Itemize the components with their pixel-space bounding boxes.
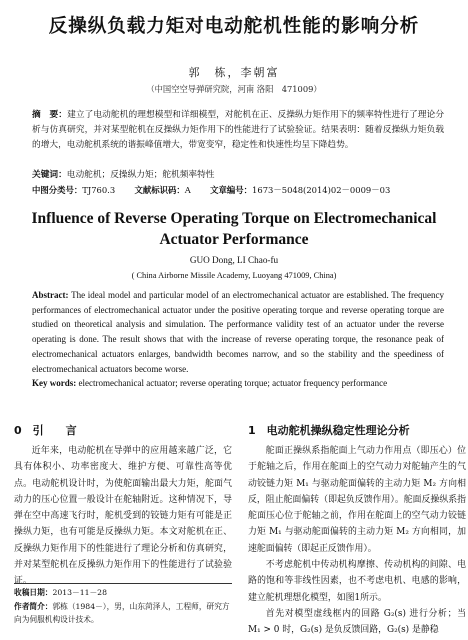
title-english-line1: Influence of Reverse Operating Torque on Electromechanical bbox=[31, 210, 437, 227]
keywords-english bbox=[32, 376, 444, 390]
article-id-value: 1673－5048(2014)02－0009－03 bbox=[252, 185, 391, 195]
received-label: 收稿日期： bbox=[14, 588, 53, 597]
keywords-label-chinese: 关键词： bbox=[32, 170, 67, 180]
clc-value: TJ760.3 bbox=[82, 185, 116, 195]
clc-label: 中图分类号： bbox=[32, 185, 83, 195]
received-value: 2013－11－28 bbox=[52, 588, 107, 597]
right-column-body bbox=[248, 443, 466, 639]
author-bio-value: 郭栋（1984－），男，山东菏泽人，工程师，研究方向为伺服机构设计技术。 bbox=[14, 601, 230, 624]
authors-chinese: 郭 栋，李朝富 bbox=[188, 66, 280, 79]
section-heading-theory: 1 电动舵机操纵稳定性理论分析 bbox=[248, 424, 410, 437]
abstract-text-chinese: 建立了电动舵机的理想模型和详细模型，对舵机在正、反操纵力矩作用下的频率特性进行了理论分析与仿真研究，并对某型舵机在反操纵力矩作用下的性能进行了试验验证。结果表明：随着反操纵力矩负载的增大，电动舵机系统的谐振峰值增大，带宽变窄，稳定性和快速性均呈下降趋势。 bbox=[32, 110, 445, 150]
title-english-line2: Actuator Performance bbox=[159, 231, 309, 248]
affiliation-chinese: （中国空空导弹研究院，河南 洛阳 471009） bbox=[146, 84, 322, 94]
keywords-text-chinese: 电动舵机；反操纵力矩；舵机频率特性 bbox=[66, 170, 215, 180]
section-heading-introduction: 0 引 言 bbox=[14, 424, 77, 437]
footnotes bbox=[14, 586, 232, 627]
abstract-text-english: The ideal model and particular model of an electromechanical actuator are established. The frequency performances of electromechanical actuator under the positive operating torque and reverse operating torque are studied on theoretical analysis and simulation. The performance validity test of an actuator under the reverse operating is done. The result shows that with the increase of reverse operating torque, the resonance peak of electromechanical actuators enlarges, bandwidth becomes narrow, and so the stability and the speediness of electromechanical actuators become worse. bbox=[32, 290, 444, 374]
abstract-label-english: Abstract: bbox=[32, 290, 69, 300]
paragraph: 首先对模型虚线框内的回路 G₂(s) 进行分析；当 M₁ > 0 时，G₂(s) 是负反馈回路，G₂(s) 是静稳 bbox=[248, 608, 466, 636]
paragraph: 近年来，电动舵机在导弹中的应用越来越广泛，它具有体积小、功率密度大、维护方便、可靠性高等优点。电动舵机设计时，为使舵面输出最大力矩，舵面气动力的压心位置一般设计在舵轴附近。这种情况下，导弹在空中高速飞行时，舵机受到的铰链力矩有可能是正操纵力矩，也有可能是反操纵力矩。本文对舵机在正、反操纵力矩作用下的性能进行了理论分析和仿真研究，并对某型舵机在反操纵力矩作用下的性能进行了试验验证。 bbox=[14, 446, 232, 587]
keywords-label-english: Key words: bbox=[32, 378, 77, 388]
footnote-divider bbox=[14, 583, 232, 584]
paragraph: 不考虑舵机中传动机构摩擦、传动机构的间隙、电路的饱和等非线性因素，也不考虑电机、电感的影响，建立舵机理想化模型，如图1所示。 bbox=[248, 560, 466, 603]
keywords-text-english: electromechanical actuator; reverse operating torque; actuator frequency performance bbox=[78, 378, 388, 388]
paper-title-english bbox=[0, 208, 468, 250]
abstract-english bbox=[32, 288, 444, 376]
author-bio bbox=[14, 600, 232, 627]
received-date bbox=[14, 586, 232, 600]
paper-title-chinese: 反操纵负载力矩对电动舵机性能的影响分析 bbox=[48, 16, 420, 37]
left-column-body bbox=[14, 443, 232, 590]
classification-meta bbox=[32, 183, 462, 198]
article-id-label: 文章编号： bbox=[210, 185, 253, 195]
author-bio-label: 作者简介： bbox=[14, 601, 53, 611]
doc-code-value: A bbox=[184, 185, 191, 195]
paragraph: 舵面正操纵系指舵面上气动力作用点（即压心）位于舵轴之后，作用在舵面上的空气动力对舵轴产生的气动铰链力矩 M₁ 与驱动舵面偏转的主动力矩 M₂ 方向相反，阻止舵面偏转（即起负反馈作用）。舵面反操纵系指舵面压心位于舵轴之前，作用在舵面上的空气动力铰链力矩 M₁ 与驱动舵面偏转的主动力矩 M₂ 方向相同，加速舵面偏转（即起正反馈作用）。 bbox=[248, 446, 466, 554]
authors-english: GUO Dong, LI Chao-fu bbox=[189, 255, 279, 265]
affiliation-english: ( China Airborne Missile Academy, Luoyang 471009, China) bbox=[131, 271, 337, 280]
doc-code-label: 文献标识码： bbox=[134, 185, 185, 195]
keywords-chinese bbox=[32, 168, 444, 183]
abstract-label-chinese: 摘 要： bbox=[32, 110, 68, 120]
abstract-chinese bbox=[32, 108, 444, 153]
